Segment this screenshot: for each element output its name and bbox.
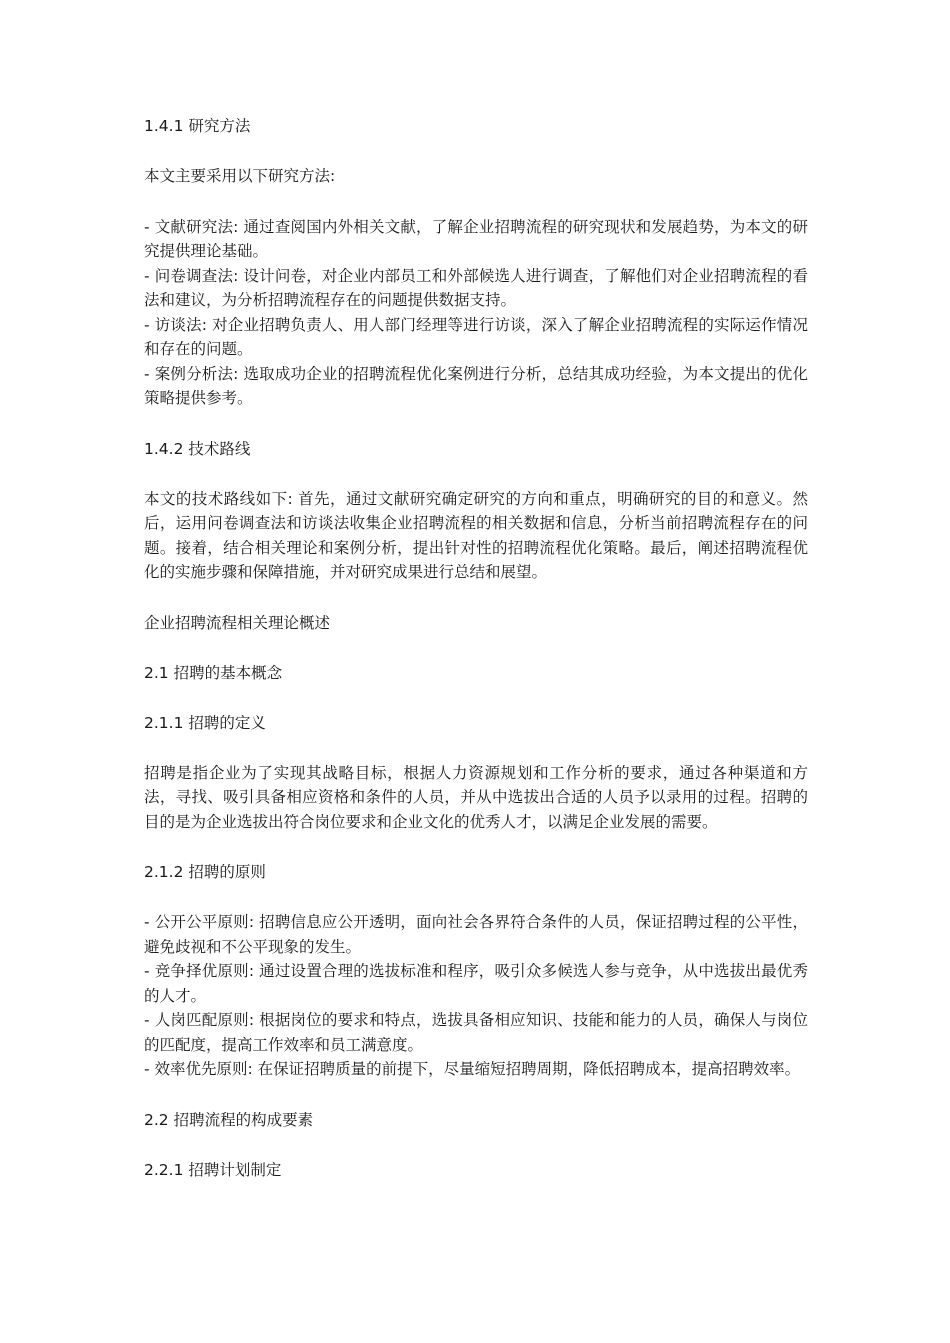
recruitment-definition-paragraph: 招聘是指企业为了实现其战略目标，根据人力资源规划和工作分析的要求，通过各种渠道和方法，寻找、吸引具备相应资格和条件的人员，并从中选拔出合适的人员予以录用的过程。招聘的目的是为企业选拔出符合岗位要求和企业文化的优秀人才，以满足企业发展的需要。 [144,763,808,831]
methods-intro: 本文主要采用以下研究方法: [144,167,336,185]
section-heading-2-2: 2.2 招聘流程的构成要素 [144,1110,314,1129]
method-item-questionnaire: - 问卷调查法: 设计问卷，对企业内部员工和外部候选人进行调查，了解他们对企业招聘流程的看法和建议，为分析招聘流程存在的问题提供数据支持。 [144,266,808,309]
method-item-case-study: - 案例分析法: 选取成功企业的招聘流程优化案例进行分析，总结其成功经验，为本文提出的优化策略提供参考。 [144,364,808,407]
method-item-interview: - 访谈法: 对企业招聘负责人、用人部门经理等进行访谈，深入了解企业招聘流程的实际运作情况和存在的问题。 [144,315,808,358]
method-item-literature: - 文献研究法: 通过查阅国内外相关文献，了解企业招聘流程的研究现状和发展趋势，为本文的研究提供理论基础。 [144,217,808,260]
section-heading-2-1: 2.1 招聘的基本概念 [144,663,283,682]
section-heading-2-1-2: 2.1.2 招聘的原则 [144,863,266,881]
methods-list [144,215,808,411]
principle-item-fairness: - 公开公平原则: 招聘信息应公开透明，面向社会各界符合条件的人员，保证招聘过程的公平性，避免歧视和不公平现象的发生。 [144,913,808,956]
section-heading-1-4-1: 1.4.1 研究方法 [144,117,251,135]
principle-item-competition: - 竞争择优原则: 通过设置合理的选拔标准和程序，吸引众多候选人参与竞争，从中选拔出最优秀的人才。 [144,962,808,1005]
chapter-title: 企业招聘流程相关理论概述 [144,613,331,632]
principle-item-job-fit: - 人岗匹配原则: 根据岗位的要求和特点，选拔具备相应知识、技能和能力的人员，确保人与岗位的匹配度，提高工作效率和员工满意度。 [144,1011,808,1054]
technical-route-paragraph: 本文的技术路线如下: 首先，通过文献研究确定研究的方向和重点，明确研究的目的和意义。然后，运用问卷调查法和访谈法收集企业招聘流程的相关数据和信息，分析当前招聘流程存在的问题。接着，结合相关理论和案例分析，提出针对性的招聘流程优化策略。最后，阐述招聘流程优化的实施步骤和保障措施，并对研究成果进行总结和展望。 [144,489,808,581]
section-heading-1-4-2: 1.4.2 技术路线 [144,439,251,458]
principles-list [144,910,808,1082]
section-heading-2-2-1: 2.2.1 招聘计划制定 [144,1160,282,1179]
document-page [144,114,808,1208]
section-heading-2-1-1: 2.1.1 招聘的定义 [144,713,266,732]
principle-item-efficiency: - 效率优先原则: 在保证招聘质量的前提下，尽量缩短招聘周期，降低招聘成本，提高招聘效率。 [144,1060,801,1078]
